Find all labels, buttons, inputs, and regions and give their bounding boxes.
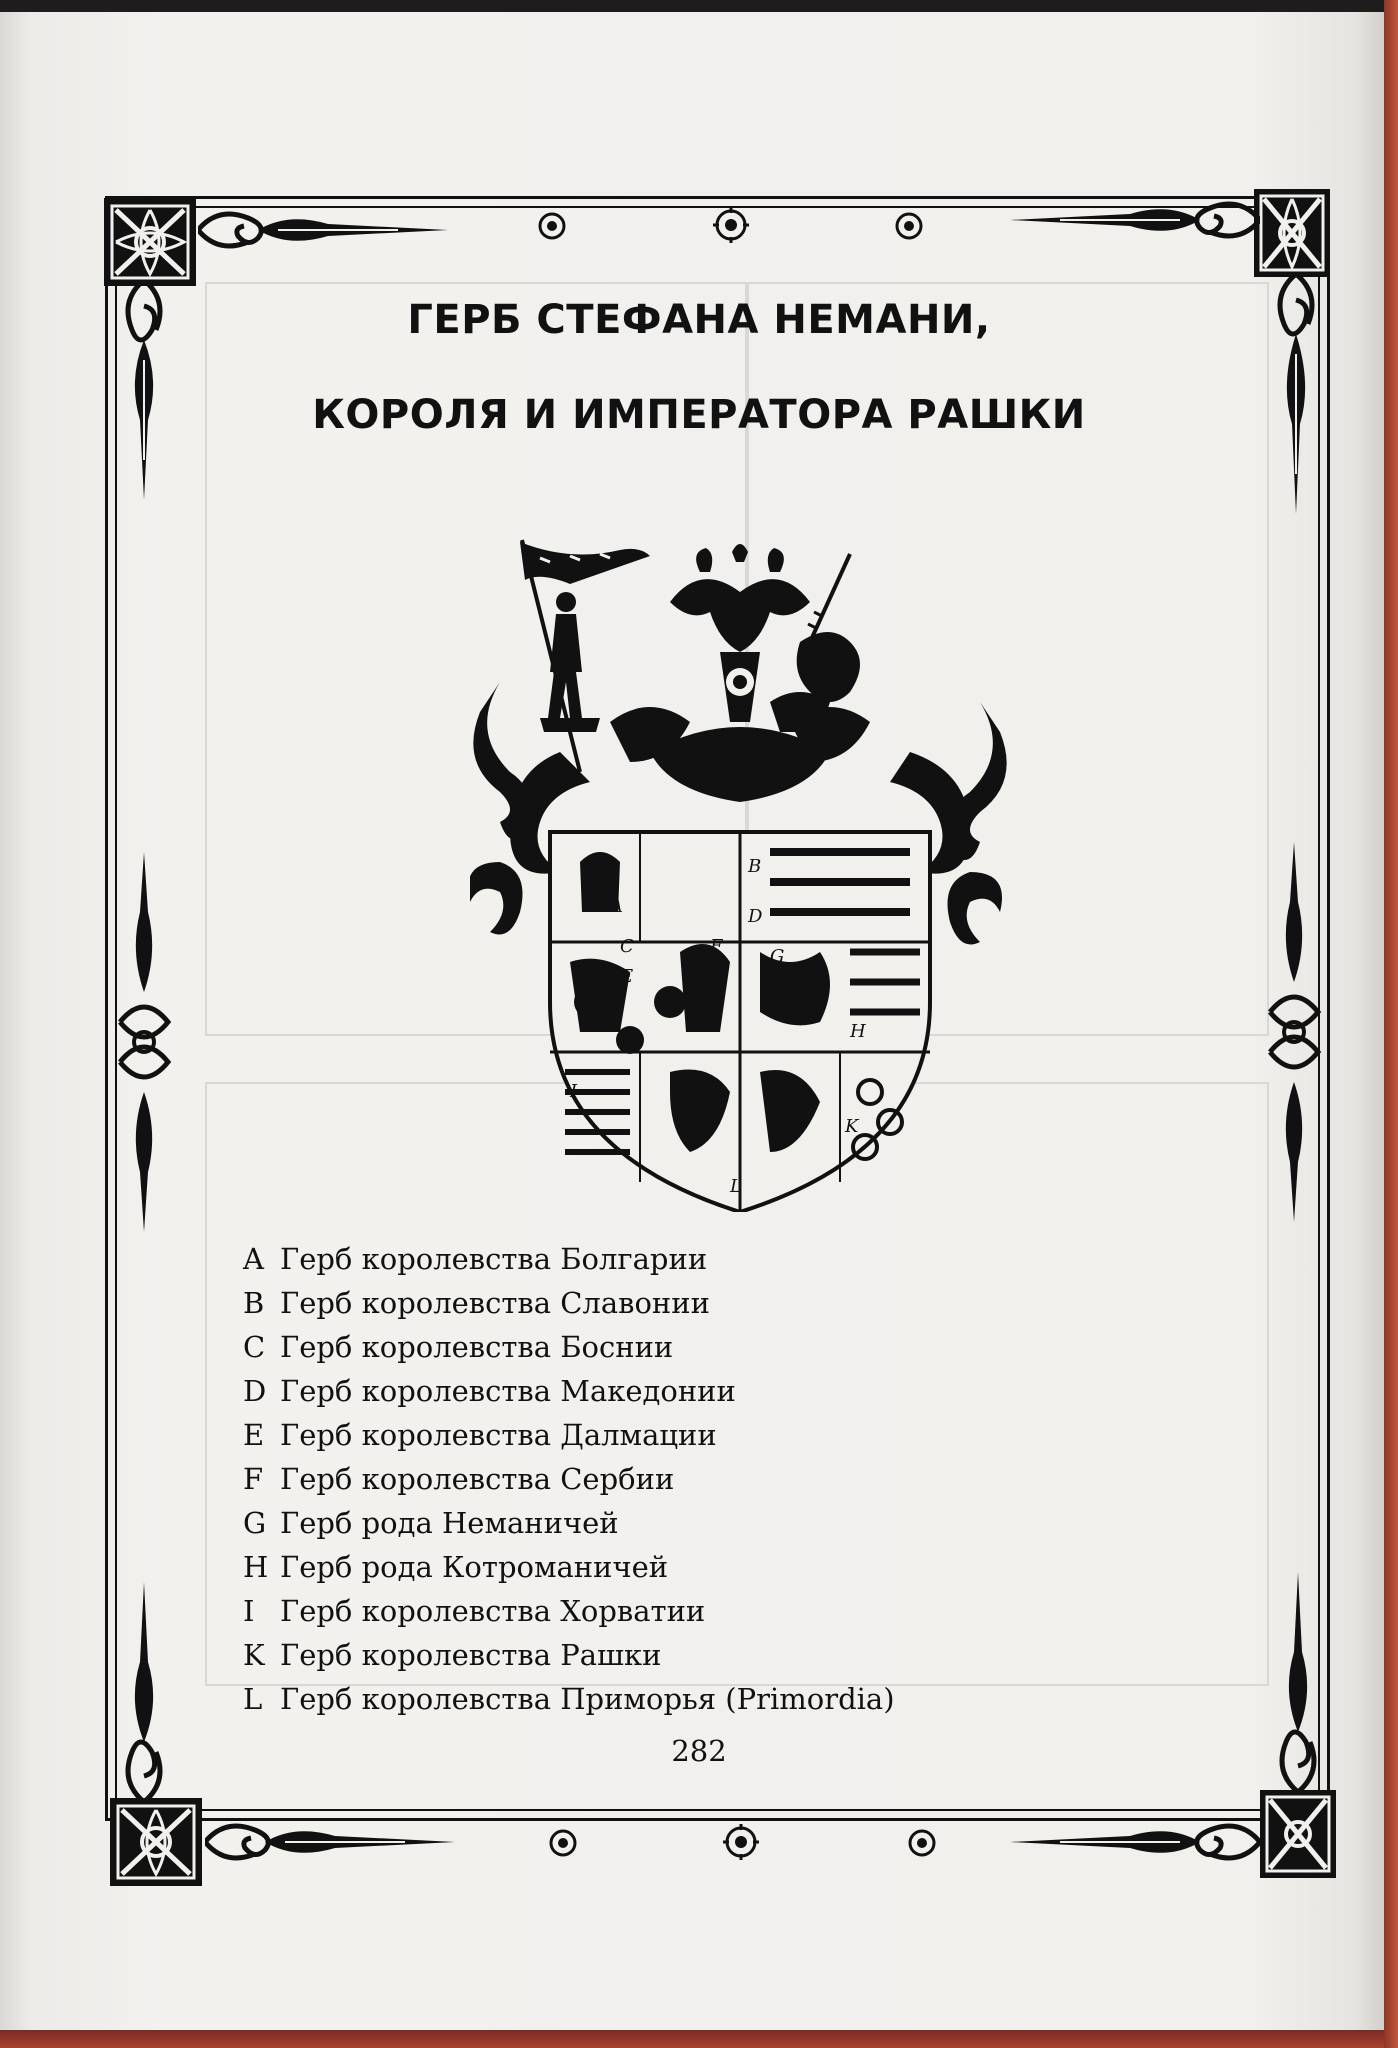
- shield-letter-i: I: [570, 1081, 578, 1102]
- shield-letter-h: H: [850, 1021, 866, 1042]
- shield-letter-l: L: [730, 1176, 742, 1197]
- legend-letter: G: [243, 1506, 267, 1540]
- shield-letter-f: F: [710, 936, 723, 957]
- page-title-line-1: ГЕРБ СТЕФАНА НЕМАНИ,: [407, 297, 991, 343]
- top-border-ornament-right: [1010, 192, 1260, 248]
- legend-letter: F: [243, 1462, 264, 1496]
- left-border-ornament-bottom: [116, 1582, 172, 1802]
- legend-text: Герб королевства Славонии: [280, 1286, 710, 1320]
- shield-letter-k: K: [845, 1116, 859, 1137]
- bottom-border-ornament-right: [1010, 1814, 1260, 1870]
- corner-ornament-top-right: [1252, 187, 1332, 279]
- legend-letter: L: [243, 1682, 263, 1716]
- page-title-line-2: КОРОЛЯ И ИМПЕРАТОРА РАШКИ: [312, 392, 1086, 438]
- legend-item: [243, 1589, 895, 1633]
- legend-item: [243, 1237, 895, 1281]
- legend-text: Герб королевства Сербии: [280, 1462, 675, 1496]
- top-rosette-1: [536, 210, 568, 242]
- legend-item: [243, 1325, 895, 1369]
- shield-letter-a: A: [610, 896, 623, 917]
- legend-text: Герб рода Котроманичей: [280, 1550, 669, 1584]
- book-edge-bottom: [0, 2030, 1398, 2048]
- shield-letter-d: D: [748, 906, 763, 927]
- legend-letter: K: [243, 1638, 265, 1672]
- legend-text: Герб королевства Боснии: [280, 1330, 674, 1364]
- coat-of-arms-illustration: [470, 532, 1010, 1212]
- legend-text: Герб рода Неманичей: [280, 1506, 619, 1540]
- coat-of-arms-legend: [243, 1237, 895, 1721]
- legend-item: [243, 1413, 895, 1457]
- left-border-ornament-middle: [112, 852, 176, 1232]
- legend-text: Герб королевства Далмации: [280, 1418, 717, 1452]
- bottom-rosette-3: [906, 1827, 938, 1859]
- legend-letter: C: [243, 1330, 266, 1364]
- legend-item: [243, 1633, 895, 1677]
- crest-lion-with-sword: [770, 554, 860, 732]
- legend-letter: D: [243, 1374, 267, 1408]
- shield-letter-e: E: [620, 966, 634, 987]
- corner-ornament-bottom-right: [1258, 1788, 1338, 1880]
- book-page: [0, 12, 1398, 2032]
- legend-text: Герб королевства Приморья (Primordia): [280, 1682, 895, 1716]
- legend-item: [243, 1501, 895, 1545]
- legend-item: [243, 1281, 895, 1325]
- shield-letter-b: B: [748, 856, 762, 877]
- legend-text: Герб королевства Болгарии: [280, 1242, 708, 1276]
- corner-ornament-top-left: [102, 196, 198, 288]
- book-edge-right: [1384, 0, 1398, 2048]
- bottom-rosette-2: [723, 1824, 759, 1860]
- shield: [550, 832, 930, 1212]
- legend-item: [243, 1677, 895, 1721]
- top-border-ornament-left: [198, 202, 448, 258]
- legend-text: Герб королевства Рашки: [280, 1638, 662, 1672]
- bottom-border-ornament-left: [205, 1814, 455, 1870]
- shield-letter-g: G: [770, 946, 785, 967]
- legend-letter: A: [243, 1242, 264, 1276]
- corner-ornament-bottom-left: [108, 1796, 204, 1888]
- legend-item: [243, 1369, 895, 1413]
- legend-letter: H: [243, 1550, 269, 1584]
- legend-letter: B: [243, 1286, 265, 1320]
- top-rosette-2: [713, 207, 749, 243]
- legend-text: Герб королевства Хорватии: [280, 1594, 706, 1628]
- top-rosette-3: [893, 210, 925, 242]
- page-number: 282: [671, 1734, 727, 1768]
- legend-letter: E: [243, 1418, 265, 1452]
- legend-text: Герб королевства Македонии: [280, 1374, 736, 1408]
- legend-item: [243, 1457, 895, 1501]
- bottom-rosette-1: [547, 1827, 579, 1859]
- legend-item: [243, 1545, 895, 1589]
- legend-letter: I: [243, 1594, 255, 1628]
- shield-letter-c: C: [620, 936, 634, 957]
- right-border-ornament-middle: [1262, 842, 1326, 1222]
